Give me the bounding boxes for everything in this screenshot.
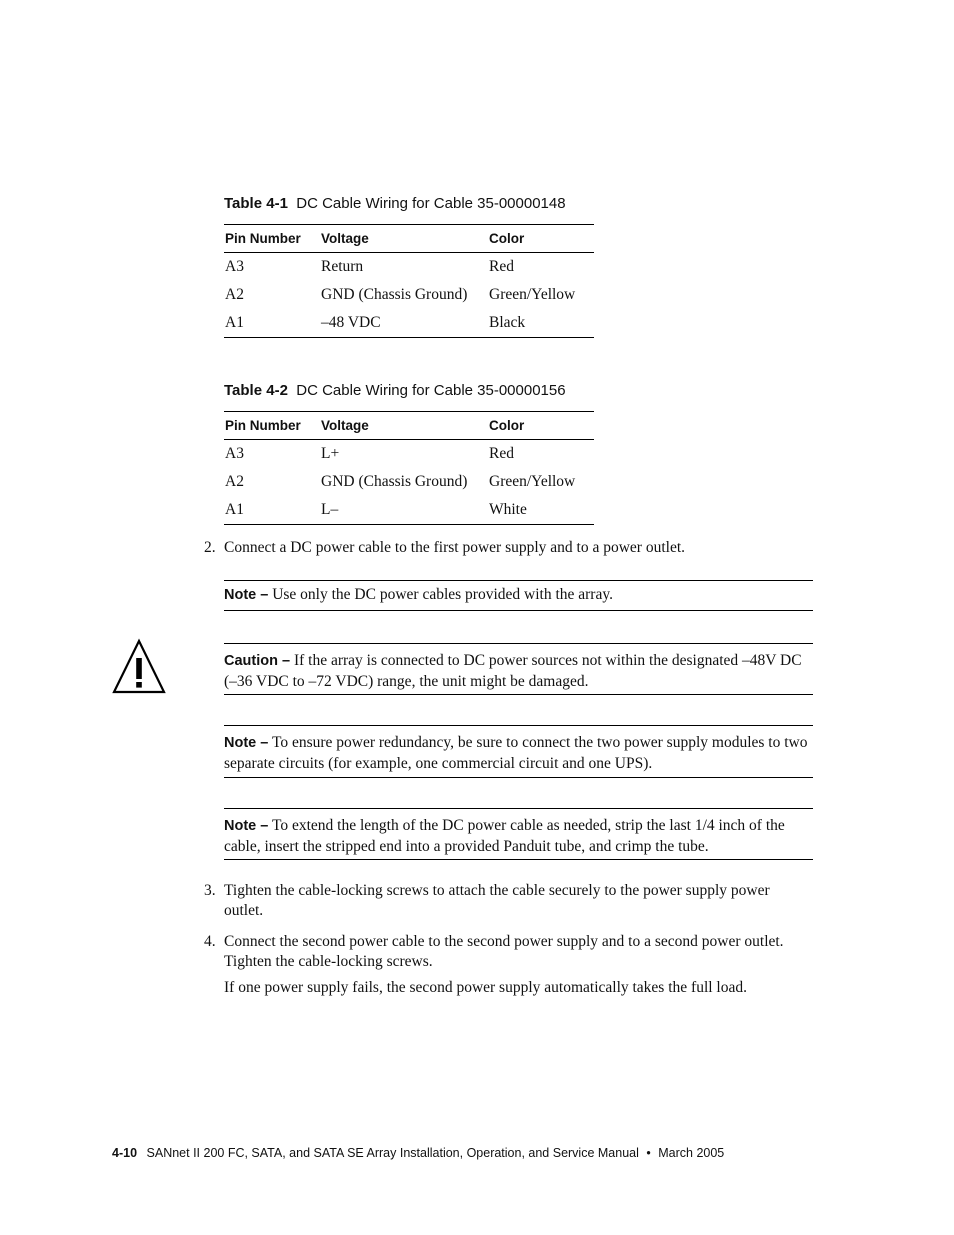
table-row [224, 253, 594, 282]
table-header-row [224, 412, 594, 440]
step-4-followup: If one power supply fails, the second power supply automatically takes the full load. [224, 979, 747, 996]
step-text: Tighten the cable-locking screws to attach the cable securely to the power supply power outlet. [224, 882, 770, 919]
table-cell: A1 [224, 496, 320, 525]
table-cell: White [488, 496, 594, 525]
caution-text: If the array is connected to DC power sources not within the designated –48V DC (–36 VDC to –72 VDC) range, the unit might be damaged. [224, 652, 802, 690]
note-box [224, 808, 813, 860]
table-row [224, 468, 594, 496]
table-caption [224, 382, 566, 399]
table-header-row [224, 225, 594, 253]
table-row [224, 281, 594, 309]
step-3 [204, 881, 814, 921]
step-number: 3. [204, 882, 216, 899]
column-header: Color [488, 412, 594, 440]
wiring-table-2 [224, 411, 594, 525]
note-text: Use only the DC power cables provided with the array. [272, 586, 613, 603]
table-cell: GND (Chassis Ground) [321, 286, 468, 303]
column-header: Voltage [320, 225, 488, 253]
footer-bullet: • [646, 1146, 651, 1160]
page-footer [112, 1146, 724, 1160]
note-box [224, 580, 813, 611]
footer-title: SANnet II 200 FC, SATA, and SATA SE Array Installation, Operation, and Service Manual [146, 1146, 639, 1160]
table-cell: A2 [225, 473, 244, 490]
table-cell: L– [320, 496, 488, 525]
table-row [224, 440, 594, 469]
note-label: Note – [224, 735, 269, 751]
step-number: 4. [204, 933, 216, 950]
table-cell: L+ [321, 445, 340, 462]
note-label: Note – [224, 587, 269, 603]
table-cell: Green/Yellow [489, 286, 576, 303]
step-text: Connect the second power cable to the second power supply and to a second power outlet. Tighten the cable-locking screws. [224, 933, 784, 970]
warning-triangle-icon [111, 638, 167, 694]
step-text: Connect a DC power cable to the first power supply and to a power outlet. [224, 539, 686, 556]
table-cell: Return [321, 258, 364, 275]
column-header: Color [488, 225, 594, 253]
table-row [224, 309, 594, 338]
table-cell: Black [488, 309, 594, 338]
caution-box [224, 643, 813, 695]
step-4 [204, 932, 814, 972]
note-text: To extend the length of the DC power cable as needed, strip the last 1/4 inch of the cable, insert the stripped end into a provided Panduit tube, and crimp the tube. [224, 817, 785, 855]
caution-label: Caution – [224, 653, 291, 669]
step-2 [204, 538, 814, 558]
note-text: To ensure power redundancy, be sure to connect the two power supply modules to two separate circuits (for example, one commercial circuit and one UPS). [224, 734, 808, 772]
table-cell: Red [489, 258, 514, 275]
table-label: Table 4-2 [224, 382, 288, 399]
wiring-table-1 [224, 224, 594, 338]
table-cell: GND (Chassis Ground) [321, 473, 468, 490]
footer-date: March 2005 [658, 1146, 725, 1160]
column-header: Pin Number [224, 225, 320, 253]
table-cell: A3 [225, 258, 244, 275]
column-header: Voltage [320, 412, 488, 440]
page-number: 4-10 [112, 1146, 138, 1160]
table-cell: Red [489, 445, 514, 462]
table-caption [224, 195, 566, 212]
table-cell: A1 [224, 309, 320, 338]
step-number: 2. [204, 539, 216, 556]
column-header: Pin Number [224, 412, 320, 440]
note-label: Note – [224, 818, 269, 834]
table-cell: A2 [225, 286, 244, 303]
table-label: Table 4-1 [224, 195, 288, 212]
table-cell: –48 VDC [320, 309, 488, 338]
table-cell: A3 [225, 445, 244, 462]
table-title: DC Cable Wiring for Cable 35-00000156 [296, 382, 566, 399]
table-cell: Green/Yellow [489, 473, 576, 490]
table-row [224, 496, 594, 525]
table-title: DC Cable Wiring for Cable 35-00000148 [296, 195, 566, 212]
note-box [224, 725, 813, 778]
